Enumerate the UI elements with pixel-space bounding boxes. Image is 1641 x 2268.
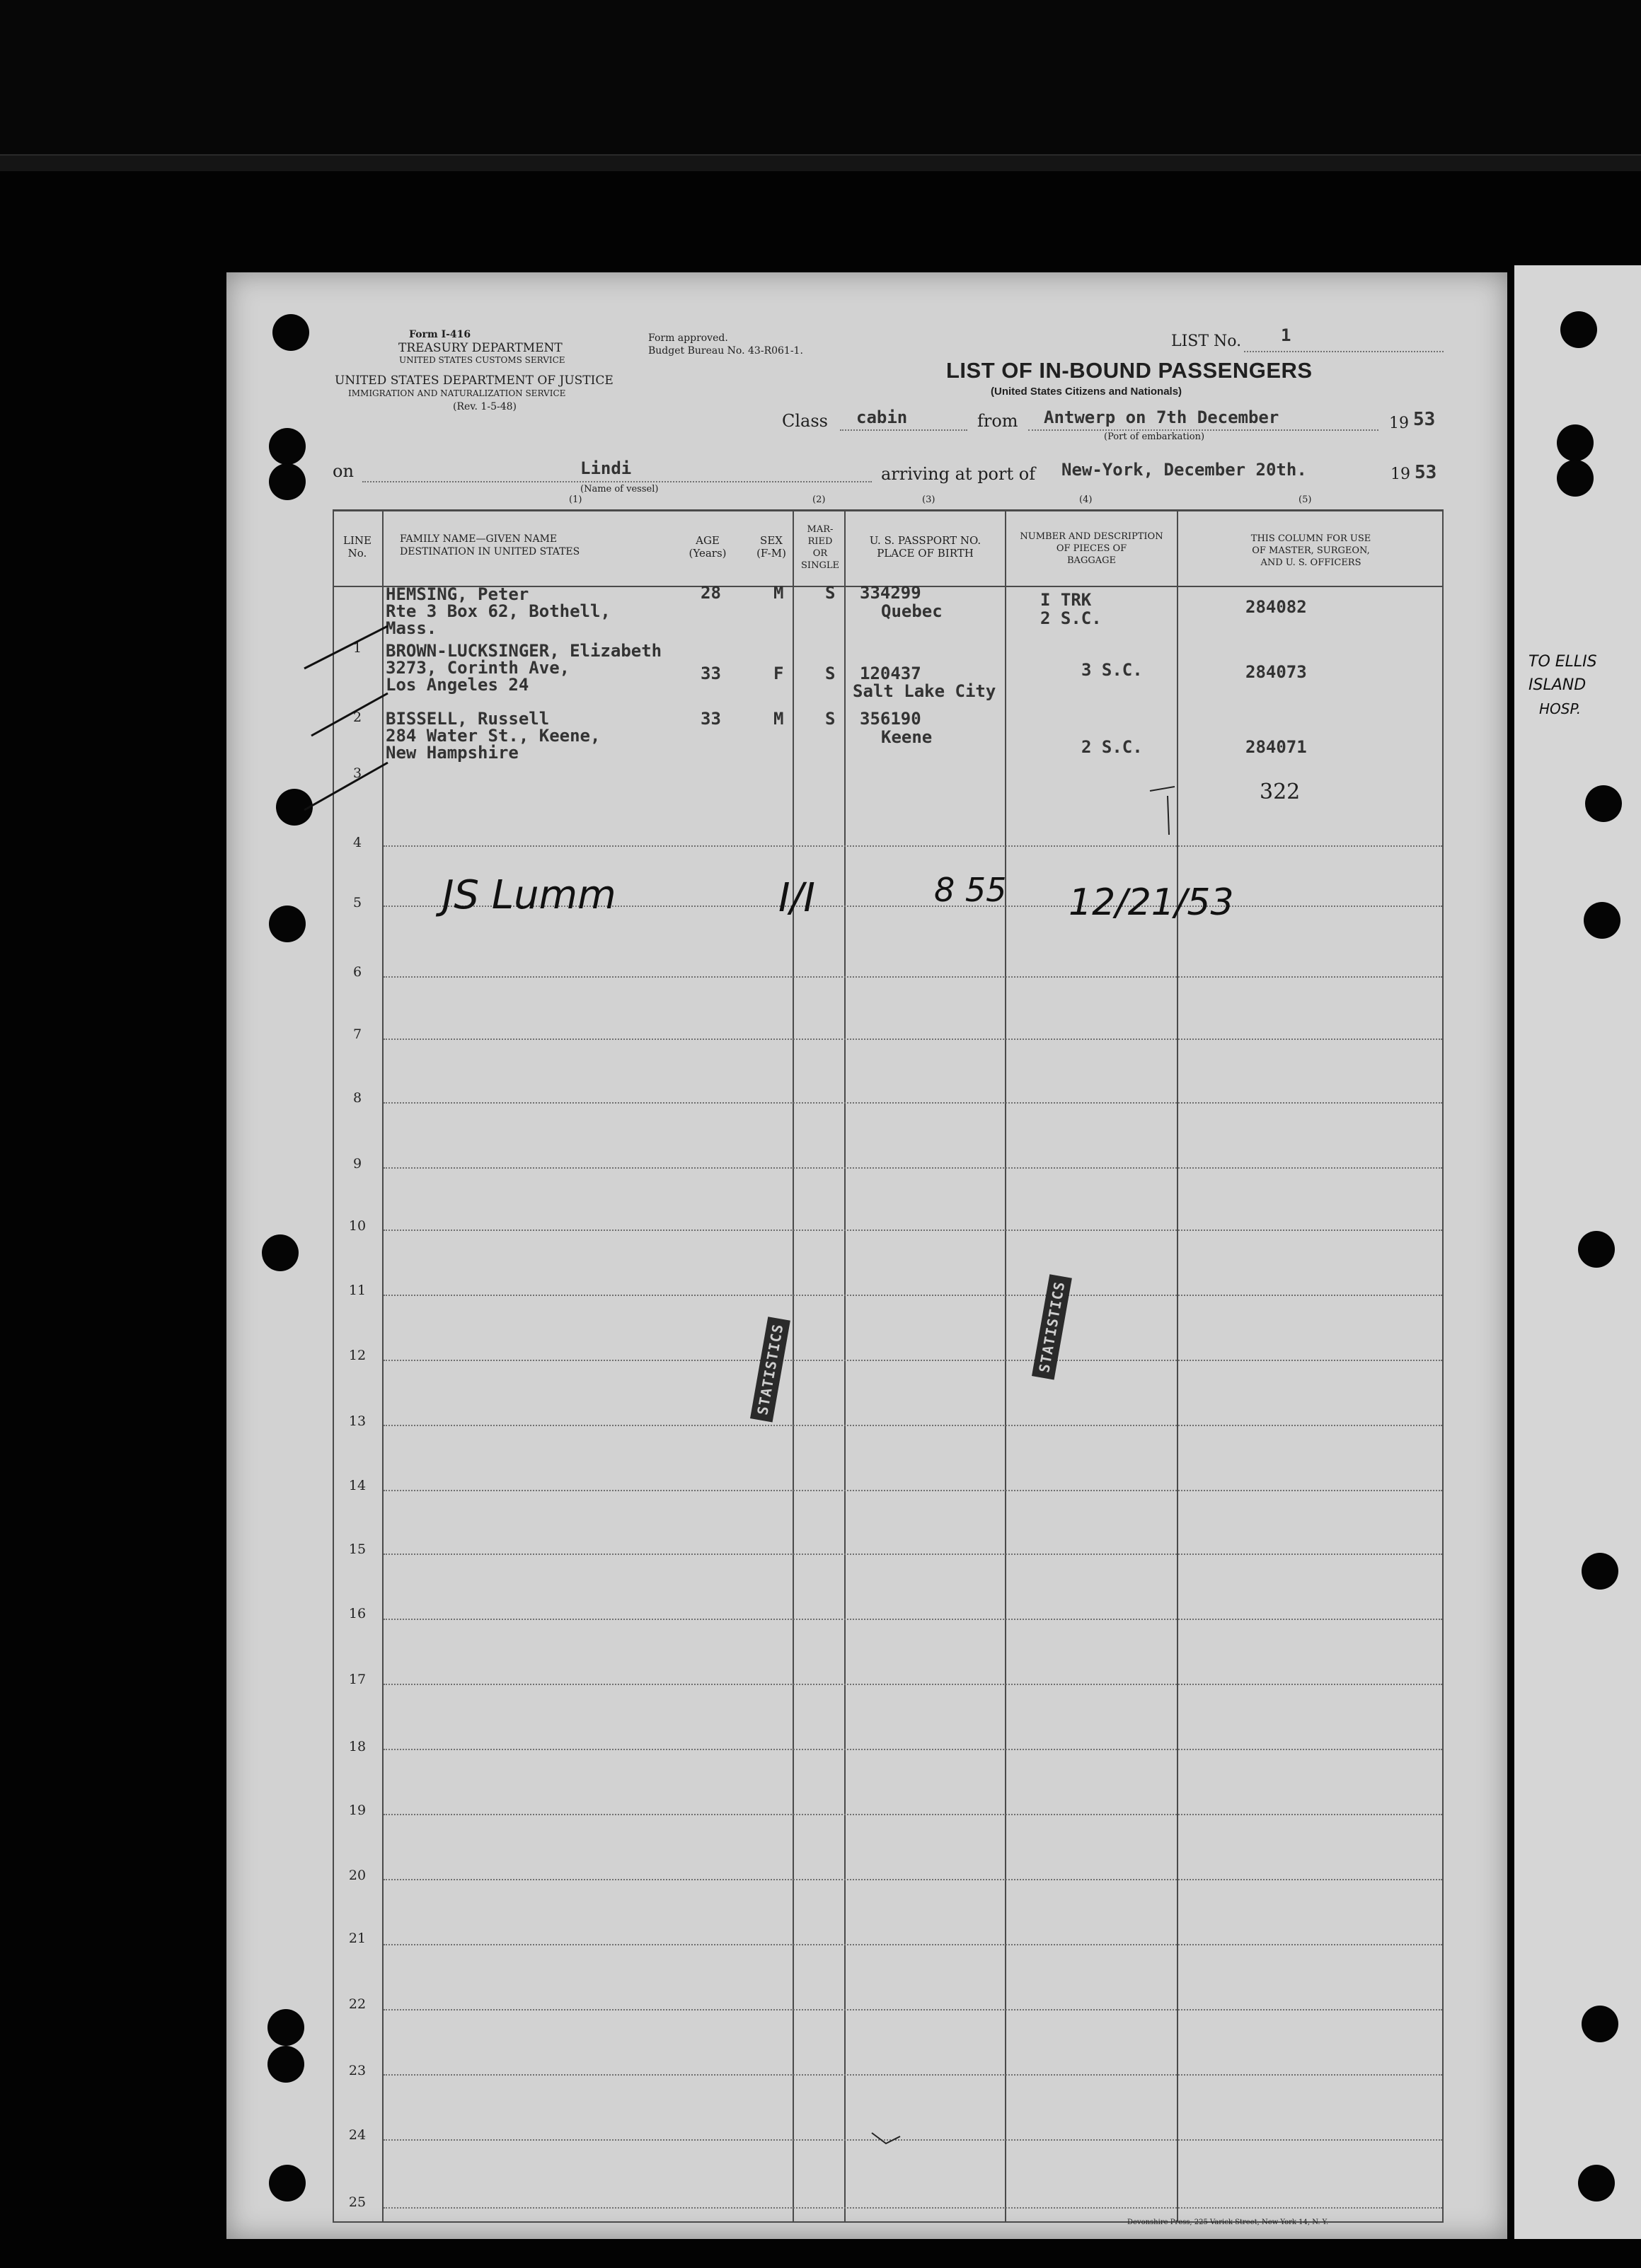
treasury-dept: TREASURY DEPARTMENT [398,341,563,355]
arriving-label: arriving at port of [881,464,1036,484]
form-title: LIST OF IN-BOUND PASSENGERS [946,358,1313,383]
hdr-married-1: MAR- [807,524,834,535]
passenger-3-address-1: 284 Water St., Keene, [386,726,601,746]
row-number: 8 [352,1090,362,1106]
revision-label: (Rev. 1-5-48) [453,401,517,412]
row-number: 7 [352,1026,362,1042]
hdr-baggage-3: BAGGAGE [1067,555,1116,566]
hdr-no: No. [347,547,367,560]
row-number: 18 [348,1739,367,1754]
justice-dept: UNITED STATES DEPARTMENT OF JUSTICE [335,374,614,388]
passenger-3-marital: S [825,709,836,729]
inspector-initials: I/I [778,875,815,921]
budget-bureau: Budget Bureau No. 43-R061-1. [648,345,803,357]
form-approved: Form approved. [648,332,728,344]
col-num-3: (3) [922,494,935,505]
passenger-1-officer-no: 284082 [1245,597,1307,617]
hdr-officers-3: AND U. S. OFFICERS [1260,557,1361,568]
statistics-stamp-1: STATISTICS [750,1317,790,1423]
passenger-3-name: BISSELL, Russell [386,709,550,729]
footer-press: Devonshire Press, 225 Varick Street, New York 14, N. Y. [1127,2218,1329,2226]
passenger-3-sex: M [773,709,784,729]
row-number: 3 [352,765,362,781]
row-number: 14 [348,1478,367,1493]
passenger-2-passport: 120437 [860,664,921,683]
row-number: 11 [348,1283,367,1298]
col-num-4: (4) [1079,494,1093,505]
passenger-2-birthplace: Salt Lake City [853,681,996,701]
passenger-2-address-1: 3273, Corinth Ave, [386,658,570,678]
row-number: 15 [348,1541,367,1557]
row-number: 1 [352,640,362,656]
officer-note: 322 [1260,780,1301,804]
list-no-label: LIST No. [1171,332,1242,350]
list-no-value: 1 [1281,325,1291,345]
from-label: from [977,411,1018,431]
from-year-prefix: 19 [1389,415,1409,432]
row-number: 16 [348,1606,367,1621]
passenger-1-marital: S [825,583,836,603]
row-number: 13 [348,1413,367,1429]
hdr-officers-2: OF MASTER, SURGEON, [1252,545,1370,556]
hdr-sex-unit: (F-M) [756,547,786,560]
row-number: 6 [352,964,362,980]
passenger-3-officer-no: 284071 [1245,737,1307,757]
class-label: Class [782,411,828,431]
hdr-married-2: RIED [807,536,833,547]
row-number: 5 [352,895,362,910]
passenger-2-name: BROWN-LUCKSINGER, Elizabeth [386,641,662,661]
hdr-age-unit: (Years) [689,547,727,560]
row-number: 12 [348,1348,367,1363]
passenger-2-baggage-1: 3 S.C. [1081,660,1143,680]
arrival-year-prefix: 19 [1390,465,1410,483]
passenger-3-passport: 356190 [860,709,921,729]
arriving-value: New-York, December 20th. [1061,460,1307,480]
passenger-1-address-2: Mass. [386,618,437,638]
vessel-value: Lindi [580,458,632,478]
passenger-1-baggage-2: 2 S.C. [1040,608,1102,628]
inspection-time: 8 55 [934,871,1007,909]
hdr-baggage-2: OF PIECES OF [1056,543,1127,554]
row-number: 4 [352,835,362,850]
passenger-1-birthplace: Quebec [881,601,943,621]
row-number: 22 [348,1996,367,2012]
passenger-3-birthplace: Keene [881,727,933,747]
row-number: 21 [348,1931,367,1946]
port-embark-caption: (Port of embarkation) [1104,432,1205,442]
row-number: 23 [348,2063,367,2078]
passenger-2-marital: S [825,664,836,683]
arrival-year-value: 53 [1415,462,1437,483]
passenger-1-passport: 334299 [860,583,921,603]
hdr-line: LINE [343,534,372,547]
vessel-caption: (Name of vessel) [580,484,659,494]
hdr-destination: DESTINATION IN UNITED STATES [400,546,580,557]
ins-label: IMMIGRATION AND NATURALIZATION SERVICE [348,388,566,398]
passenger-1-address-1: Rte 3 Box 62, Bothell, [386,601,611,621]
row-number: 25 [348,2194,367,2210]
tick-mark [872,2133,900,2143]
margin-note-line3: HOSP. [1539,700,1582,717]
check-mark-1 [304,626,388,669]
form-subtitle: (United States Citizens and Nationals) [991,386,1182,398]
check-mark-2 [311,693,388,736]
passenger-1-name: HEMSING, Peter [386,584,529,604]
hdr-married-3: OR [812,548,828,559]
hdr-passport: U. S. PASSPORT NO. [869,534,981,547]
passenger-2-officer-no: 284073 [1245,662,1307,682]
statistics-stamp-2: STATISTICS [1032,1274,1072,1380]
passenger-1-sex: M [773,583,784,603]
row-number: 20 [348,1868,367,1883]
passenger-3-age: 33 [701,709,721,729]
class-value: cabin [856,407,908,427]
passenger-3-baggage-1: 2 S.C. [1081,737,1143,757]
passenger-3-address-2: New Hampshire [386,743,519,763]
passenger-2-address-2: Los Angeles 24 [386,675,529,695]
inspector-signature: JS Lumm [442,872,616,918]
row-number: 17 [348,1672,367,1687]
inspection-date: 12/21/53 [1069,881,1234,924]
from-value: Antwerp on 7th December [1044,407,1279,427]
hdr-baggage-1: NUMBER AND DESCRIPTION [1020,531,1163,542]
form-number: Form I-416 [409,329,471,340]
passenger-1-baggage-1: I TRK [1040,590,1092,610]
passenger-2-age: 33 [701,664,721,683]
col-num-1: (1) [569,494,582,505]
margin-note-line2: ISLAND [1528,676,1587,694]
col-num-2: (2) [812,494,826,505]
on-label: on [333,461,354,481]
col-num-5: (5) [1299,494,1312,505]
hdr-birthplace: PLACE OF BIRTH [877,547,974,560]
from-year-value: 53 [1413,409,1436,430]
hdr-married-4: SINGLE [801,560,839,571]
customs-service: UNITED STATES CUSTOMS SERVICE [399,355,565,365]
hdr-sex: SEX [760,534,783,547]
row-number: 2 [352,710,362,725]
margin-note-line1: TO ELLIS [1528,653,1597,671]
passenger-1-age: 28 [701,583,721,603]
row-number: 19 [348,1803,367,1818]
dash-mark [1150,787,1175,835]
passenger-2-sex: F [773,664,784,683]
check-mark-3 [304,763,388,810]
row-number: 10 [348,1218,367,1234]
row-number: 24 [348,2127,367,2143]
row-number: 9 [352,1156,362,1171]
hdr-officers-1: THIS COLUMN FOR USE [1250,533,1371,544]
hdr-name: FAMILY NAME—GIVEN NAME [400,533,558,545]
hdr-age: AGE [696,534,720,547]
